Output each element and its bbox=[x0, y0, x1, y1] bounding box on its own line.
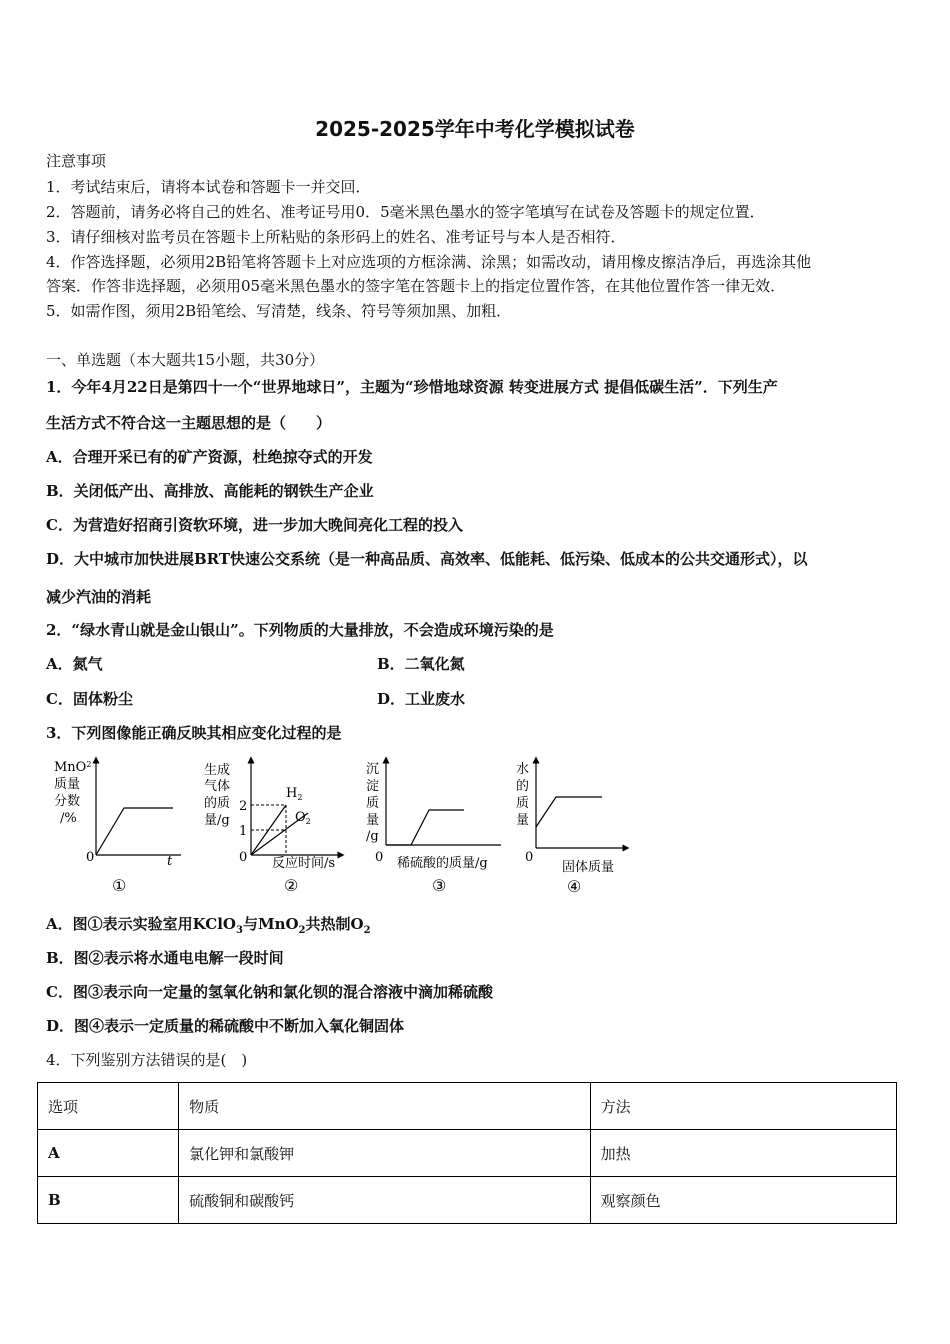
q1-stem: 1．今年4月22日是第四十一个“世界地球日”，主题为“珍惜地球资源 转变进展方式 提倡低碳生活”．下列生产 bbox=[46, 378, 778, 396]
q3-graphs bbox=[46, 755, 646, 905]
header-cell-substance: 物质 bbox=[179, 1083, 590, 1130]
graph-2-x-label: 反应时间/s bbox=[272, 856, 336, 871]
graph-1 bbox=[54, 760, 181, 895]
row-b-method: 观察颜色 bbox=[590, 1177, 896, 1224]
graph-3-y-label-3: 质 bbox=[366, 796, 380, 811]
graph-1-y-label-2: 质量 bbox=[54, 777, 81, 792]
graph-2-y-label-2: 气体 bbox=[204, 779, 231, 794]
graph-3-y-label-4: 量 bbox=[366, 813, 380, 828]
graph-2 bbox=[204, 760, 341, 895]
header-cell-option: 选项 bbox=[38, 1083, 179, 1130]
graph-2-y-label: 生成 bbox=[204, 763, 231, 778]
table-header-row bbox=[38, 1083, 897, 1130]
graph-1-number: ① bbox=[112, 876, 127, 895]
graph-4-origin: 0 bbox=[525, 850, 534, 865]
table-row bbox=[38, 1130, 897, 1177]
notice-item-4: 4．作答选择题，必须用2B铅笔将答题卡上对应选项的方框涂满、涂黑；如需改动，请用橡皮擦洁净后，再选涂其他 bbox=[46, 253, 812, 271]
graph-3-origin: 0 bbox=[375, 850, 384, 865]
q3-option-d: D．图④表示一定质量的稀硫酸中不断加入氧化铜固体 bbox=[46, 1017, 405, 1035]
q2-option-a: A．氮气 bbox=[46, 655, 103, 673]
graph-2-number: ② bbox=[284, 876, 299, 895]
table-row bbox=[38, 1177, 897, 1224]
q1-option-c: C．为营造好招商引资软环境，进一步加大晚间亮化工程的投入 bbox=[46, 516, 463, 534]
graph-4-y-label-3: 质 bbox=[516, 796, 530, 811]
notice-item-5: 5．如需作图，须用2B铅笔绘、写清楚，线条、符号等须加黑、加粗． bbox=[46, 302, 512, 320]
q2-option-d: D．工业废水 bbox=[377, 690, 466, 708]
graph-2-origin: 0 bbox=[239, 850, 248, 865]
graph-4-number: ④ bbox=[567, 877, 582, 896]
row-a-substance: 氯化钾和氯酸钾 bbox=[179, 1130, 590, 1177]
section-heading: 一、单选题（本大题共15小题，共30分） bbox=[46, 351, 325, 369]
graph-3-number: ③ bbox=[432, 876, 447, 895]
q1-option-b: B．关闭低产出、高排放、高能耗的钢铁生产企业 bbox=[46, 482, 374, 500]
notice-item-4-cont: 答案．作答非选择题，必须用05毫米黑色墨水的签字笔在答题卡上的指定位置作答，在其他位置作答一律无效． bbox=[46, 277, 786, 295]
q1-option-a: A．合理开采已有的矿产资源，杜绝掠夺式的开发 bbox=[46, 448, 373, 466]
graph-1-y-label-4: /% bbox=[60, 811, 77, 826]
row-b-substance: 硫酸铜和碳酸钙 bbox=[179, 1177, 590, 1224]
graph-3-y-label-2: 淀 bbox=[366, 779, 380, 794]
graph-3-y-label-5: /g bbox=[366, 829, 379, 844]
q2-option-c: C．固体粉尘 bbox=[46, 690, 133, 708]
notice-item-2: 2．答题前，请务必将自己的姓名、准考证号用0．5毫米黑色墨水的签字笔填写在试卷及答题卡的规定位置． bbox=[46, 203, 765, 221]
graph-1-y-label: MnO$^2$ bbox=[54, 760, 92, 775]
notice-item-3: 3．请仔细核对监考员在答题卡上所粘贴的条形码上的姓名、准考证号与本人是否相符． bbox=[46, 228, 626, 246]
graph-1-x-label: t bbox=[167, 854, 173, 869]
graph-2-o2-label: $O_2$ bbox=[295, 810, 311, 826]
page-title: 2025-2025学年中考化学模拟试卷 bbox=[315, 117, 635, 141]
graph-4-y-label-2: 的 bbox=[516, 779, 530, 794]
q1-option-d-cont: 减少汽油的消耗 bbox=[46, 588, 152, 606]
graph-3-x-label: 稀硫酸的质量/g bbox=[397, 856, 488, 871]
q2-option-b: B．二氧化氮 bbox=[377, 655, 465, 673]
row-b-option: B bbox=[38, 1177, 179, 1224]
row-a-option: A bbox=[38, 1130, 179, 1177]
graph-3-y-label: 沉 bbox=[366, 762, 380, 777]
q1-option-d: D．大中城市加快进展BRT快速公交系统（是一种高品质、高效率、低能耗、低污染、低成本的公共交通形式），以 bbox=[46, 550, 808, 568]
q3-option-b: B．图②表示将水通电电解一段时间 bbox=[46, 949, 284, 967]
graph-4-x-label: 固体质量 bbox=[562, 860, 615, 875]
q4-table bbox=[37, 1082, 897, 1224]
graph-1-y-label-3: 分数 bbox=[54, 794, 81, 809]
graph-4-y-label: 水 bbox=[516, 762, 530, 777]
graph-2-tick-1: 1 bbox=[239, 824, 248, 839]
q3-option-a: A．图①表示实验室用KClO$_3$与MnO$_2$共热制$O_2$ bbox=[46, 915, 371, 936]
graph-4-y-label-4: 量 bbox=[516, 813, 530, 828]
graph-2-y-label-3: 的质 bbox=[204, 796, 231, 811]
notice-heading: 注意事项 bbox=[46, 152, 107, 170]
header-cell-method: 方法 bbox=[590, 1083, 896, 1130]
q2-stem: 2．“绿水青山就是金山银山”。下列物质的大量排放，不会造成环境污染的是 bbox=[46, 621, 554, 639]
graph-2-h2-label: $H_2$ bbox=[286, 786, 303, 802]
q3-option-c: C．图③表示向一定量的氢氧化钠和氯化钡的混合溶液中滴加稀硫酸 bbox=[46, 983, 493, 1001]
notice-item-1: 1．考试结束后，请将本试卷和答题卡一并交回． bbox=[46, 178, 371, 196]
graph-2-tick-2: 2 bbox=[239, 799, 248, 814]
graph-3 bbox=[366, 760, 501, 895]
graph-2-y-label-4: 量/g bbox=[204, 813, 230, 828]
q1-stem-cont: 生活方式不符合这一主题思想的是（ ） bbox=[46, 414, 332, 432]
graph-4 bbox=[516, 760, 626, 896]
graph-1-origin: 0 bbox=[86, 850, 95, 865]
row-a-method: 加热 bbox=[590, 1130, 896, 1177]
q3-stem: 3．下列图像能正确反映其相应变化过程的是 bbox=[46, 724, 342, 742]
q4-stem: 4．下列鉴别方法错误的是( ) bbox=[46, 1051, 248, 1069]
